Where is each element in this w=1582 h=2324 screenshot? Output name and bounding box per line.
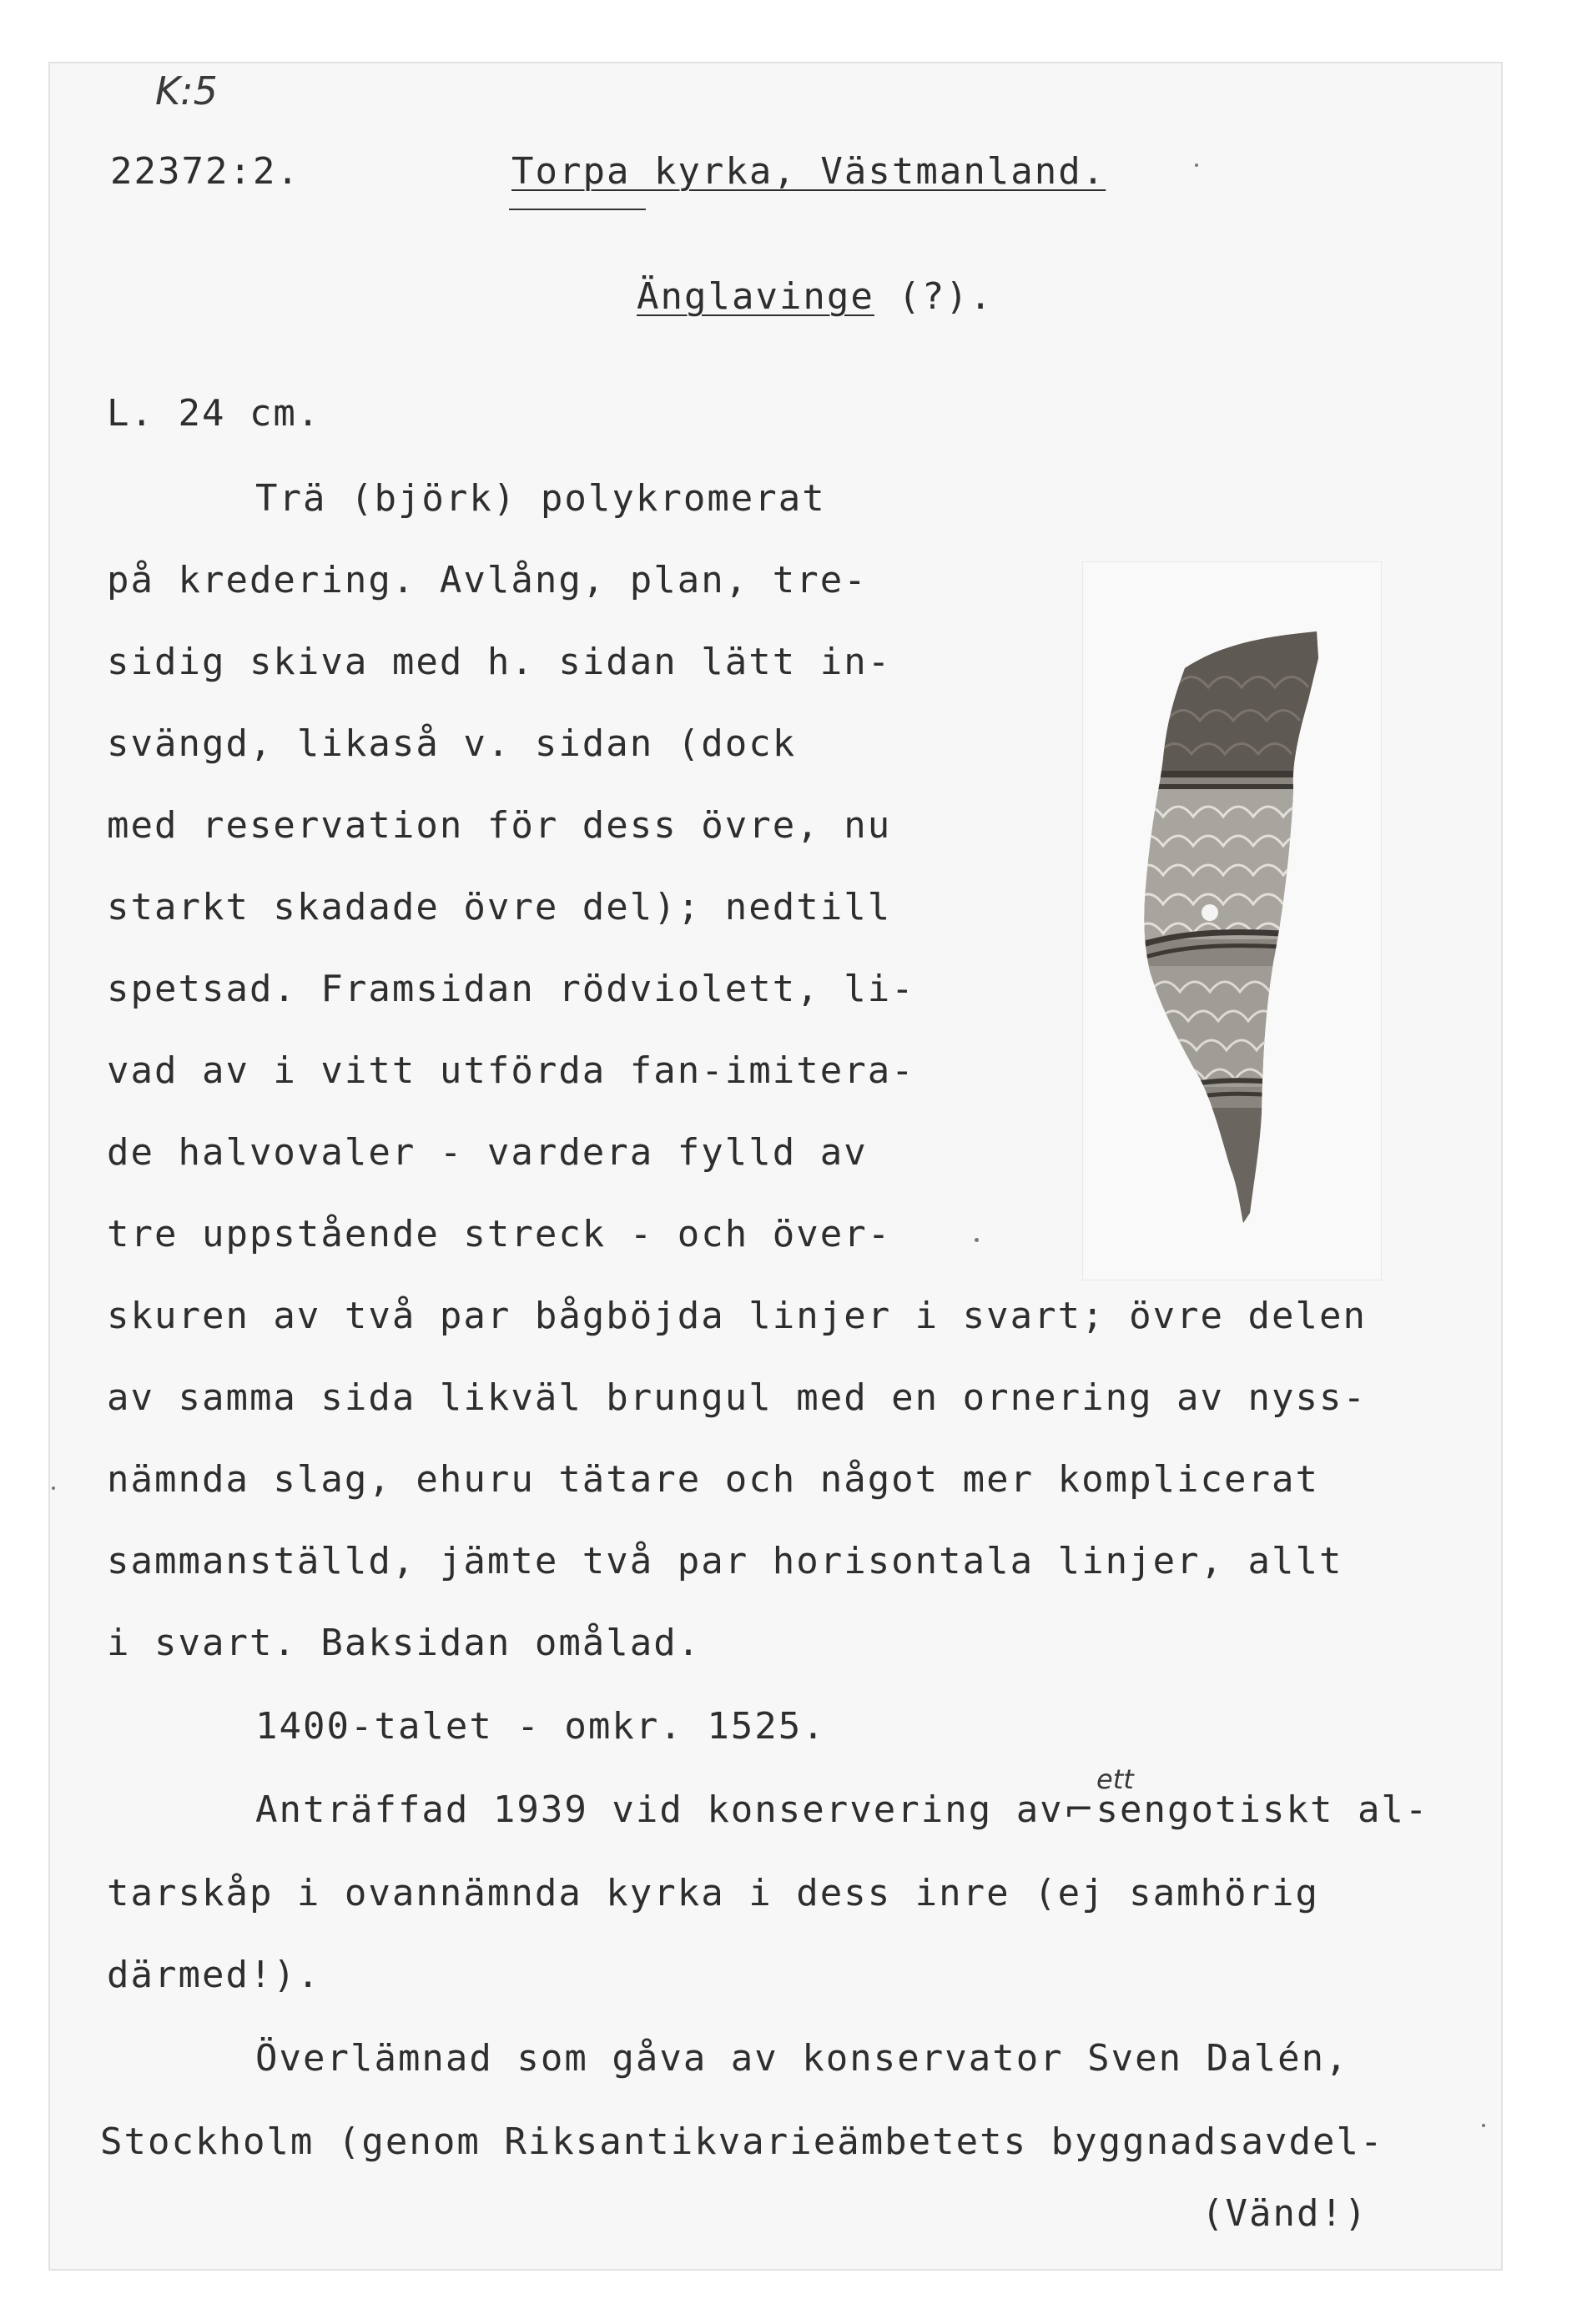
body-line: skuren av två par bågböjda linjer i svart; övre delen [107, 1295, 1367, 1337]
date-line: 1400-talet - omkr. 1525. [255, 1705, 826, 1748]
body-line: de halvovaler - vardera fylld av [107, 1131, 868, 1174]
speck [52, 1486, 55, 1490]
inventory-number: 22372:2. [110, 150, 300, 193]
body-line: på kredering. Avlång, plan, tre- [107, 559, 868, 601]
body-line: i svart. Baksidan omålad. [107, 1622, 702, 1664]
dimensions: L. 24 cm. [107, 392, 321, 435]
speck [1195, 163, 1198, 167]
body-line: av samma sida likväl brungul med en ornering av nyss- [107, 1376, 1367, 1419]
object-photo [1082, 561, 1382, 1280]
body-line: sidig skiva med h. sidan lätt in- [107, 641, 892, 683]
object-suffix: (?). [898, 275, 994, 318]
donation-line: Överlämnad som gåva av konservator Sven Dalén, [255, 2037, 1349, 2080]
body-line: Trä (björk) polykromerat [255, 477, 826, 520]
turn-over-note: (Vänd!) [1202, 2192, 1368, 2235]
speck [975, 1238, 979, 1242]
handwritten-correction: ett [1096, 1763, 1134, 1795]
body-line: spetsad. Framsidan rödviolett, li- [107, 968, 915, 1010]
found-text-b: sengotiskt al- [1096, 1788, 1429, 1831]
catalog-card [48, 62, 1503, 2271]
body-line: starkt skadade övre del); nedtill [107, 886, 892, 928]
location-title: Torpa kyrka, Västmanland. [511, 150, 1106, 193]
hole-mark [1202, 904, 1218, 921]
angel-wing-image [1083, 562, 1381, 1280]
body-line: vad av i vitt utförda fan-imitera- [107, 1049, 915, 1092]
title-underline [509, 209, 646, 210]
body-line: svängd, likaså v. sidan (dock [107, 722, 797, 765]
catalog-mark: K:5 [155, 68, 218, 113]
body-line: tre uppstående streck - och över- [107, 1213, 892, 1255]
speck [1482, 2124, 1485, 2127]
found-line-2: tarskåp i ovannämnda kyrka i dess inre (ej samhörig [107, 1872, 1320, 1914]
object-name: Änglavinge [637, 275, 874, 318]
object-title [637, 275, 993, 318]
found-text-a: Anträffad 1939 vid konservering av [255, 1788, 1064, 1831]
donation-line-2: Stockholm (genom Riksantikvarieämbetets byggnadsavdel- [100, 2120, 1384, 2163]
body-line: med reservation för dess övre, nu [107, 804, 892, 847]
found-line [255, 1788, 1428, 1831]
body-line: sammanställd, jämte två par horisontala linjer, allt [107, 1540, 1343, 1582]
found-line-3: därmed!). [107, 1954, 321, 1996]
caret-mark: ⌐ [1063, 1788, 1096, 1831]
body-line: nämnda slag, ehuru tätare och något mer komplicerat [107, 1458, 1320, 1501]
